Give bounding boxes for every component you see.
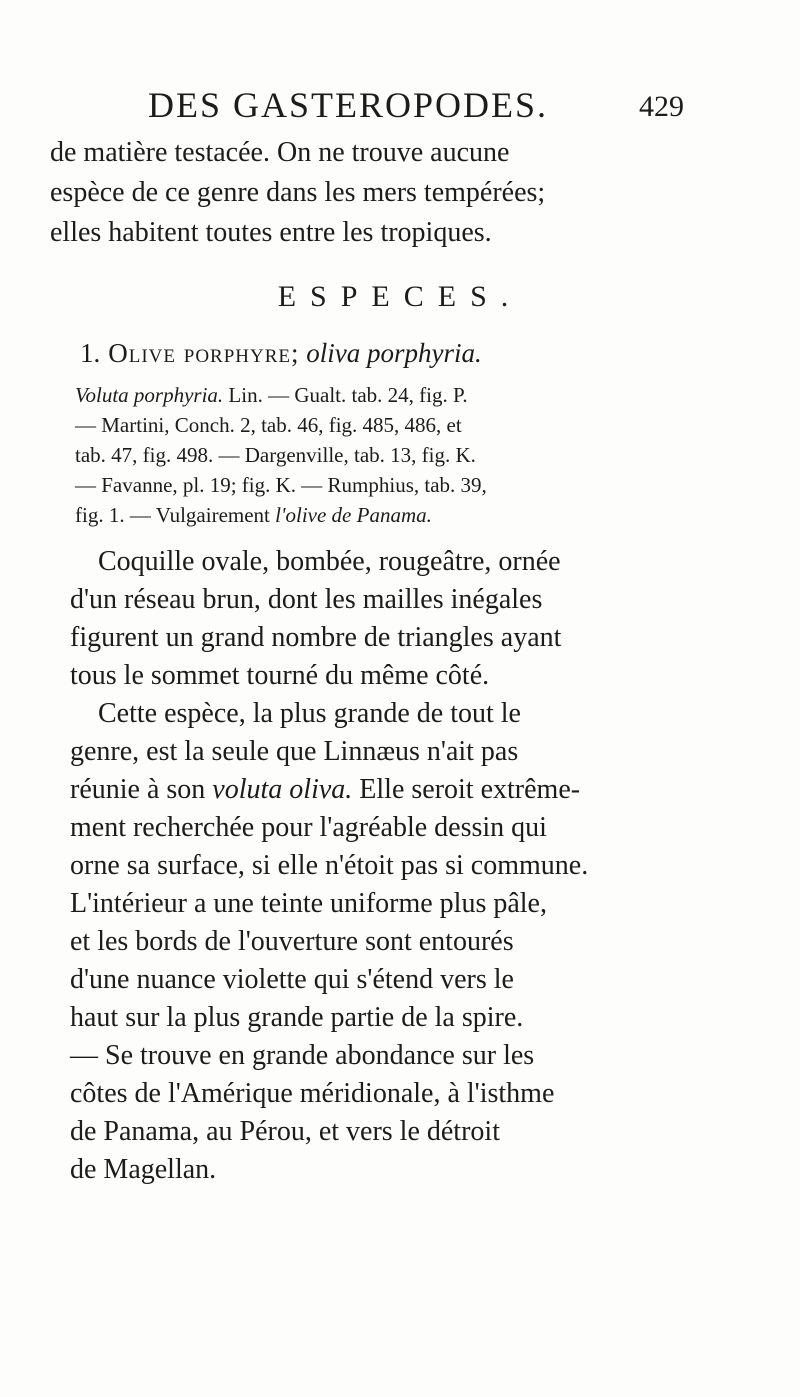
synonymy-line: — Favanne, pl. 19; fig. K. — Rumphius, tab. 39, (75, 473, 487, 497)
species-latin-name: oliva porphyria. (306, 338, 482, 368)
synonym-reference: fig. 1. — Vulgairement (75, 503, 276, 527)
running-title: DES GASTEROPODES. (148, 85, 549, 125)
text-line: ment recherchée pour l'agréable dessin qui (70, 812, 547, 843)
text-line: L'intérieur a une teinte uniforme plus pâle, (70, 888, 547, 919)
text-line: côtes de l'Amérique méridionale, à l'isthme (70, 1078, 555, 1109)
text-line: elles habitent toutes entre les tropiques. (50, 217, 492, 248)
text-line: Cette espèce, la plus grande de tout le (98, 698, 521, 729)
text-line: — Se trouve en grande abondance sur les (70, 1040, 535, 1071)
species-number: 1. (80, 338, 101, 368)
section-heading: ESPECES. (277, 280, 523, 313)
text-line: et les bords de l'ouverture sont entourés (70, 926, 514, 957)
page-number: 429 (639, 90, 684, 123)
description-text (70, 543, 770, 1189)
text-line: de Magellan. (70, 1154, 217, 1185)
text-line: figurent un grand nombre de triangles ayant (70, 622, 562, 653)
synonymy-line: — Martini, Conch. 2, tab. 46, fig. 485, 486, et (75, 413, 462, 437)
synonymy-block (75, 380, 775, 530)
synonymy-line: tab. 47, fig. 498. — Dargenville, tab. 13, fig. K. (75, 443, 476, 467)
page-header (120, 84, 684, 128)
species-title (80, 335, 780, 371)
text-fragment: réunie à son (70, 774, 213, 805)
synonym-latin: Voluta porphyria. (75, 383, 224, 407)
text-line: espèce de ce genre dans les mers tempérées; (50, 177, 546, 208)
text-fragment: Elle seroit extrême- (352, 774, 581, 805)
text-line: haut sur la plus grande partie de la spire. (70, 1002, 524, 1033)
text-line: d'un réseau brun, dont les mailles inégales (70, 584, 543, 615)
synonymy-line (75, 500, 775, 530)
text-line: tous le sommet tourné du même côté. (70, 660, 490, 691)
text-line: d'une nuance violette qui s'étend vers le (70, 964, 514, 995)
species-common-name: Olive porphyre; (108, 338, 300, 368)
text-line: genre, est la seule que Linnæus n'ait pas (70, 736, 519, 767)
text-line: de matière testacée. On ne trouve aucune (50, 137, 510, 168)
intro-paragraph (50, 133, 750, 253)
text-line: de Panama, au Pérou, et vers le détroit (70, 1116, 500, 1147)
synonymy-line (75, 380, 775, 410)
latin-term: voluta oliva. (212, 774, 353, 805)
text-line: Coquille ovale, bombée, rougeâtre, ornée (98, 546, 561, 577)
text-line (70, 771, 770, 809)
text-line: orne sa surface, si elle n'étoit pas si commune. (70, 850, 589, 881)
vernacular-name: l'olive de Panama. (275, 503, 432, 527)
synonym-reference: Lin. — Gualt. tab. 24, fig. P. (223, 383, 468, 407)
